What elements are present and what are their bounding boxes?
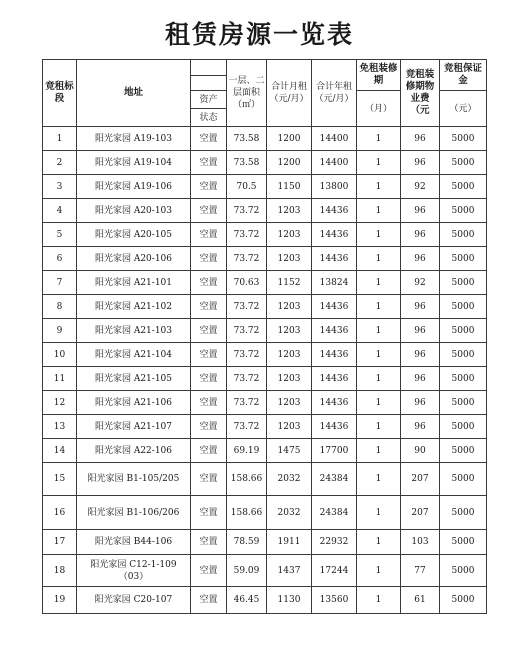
address-cell: 阳光家园 A21-106: [77, 391, 191, 415]
monthly-rent-cell: 2032: [267, 463, 312, 496]
status-cell: 空置: [191, 271, 227, 295]
property-fee-cell: 207: [401, 463, 440, 496]
property-fee-cell: 90: [401, 439, 440, 463]
address-cell: 阳光家园 A21-104: [77, 343, 191, 367]
free-renovation-cell: 1: [357, 199, 401, 223]
header-blank-2: [191, 76, 227, 91]
monthly-rent-cell: 1150: [267, 175, 312, 199]
annual-rent-cell: 14436: [312, 319, 357, 343]
area-cell: 73.72: [227, 415, 267, 439]
table-row: [43, 496, 487, 530]
header-annual-rent: 合计年租（元/月）: [312, 60, 357, 127]
bid-no-cell: 2: [43, 151, 77, 175]
area-cell: 73.72: [227, 199, 267, 223]
deposit-cell: 5000: [440, 439, 487, 463]
address-cell: 阳光家园 A22-106: [77, 439, 191, 463]
table-row: [43, 199, 487, 223]
deposit-cell: 5000: [440, 295, 487, 319]
table-row: [43, 295, 487, 319]
property-fee-cell: 96: [401, 127, 440, 151]
deposit-cell: 5000: [440, 555, 487, 587]
property-fee-cell: 61: [401, 587, 440, 614]
annual-rent-cell: 14436: [312, 295, 357, 319]
property-fee-cell: 96: [401, 295, 440, 319]
bid-no-cell: 5: [43, 223, 77, 247]
status-cell: 空置: [191, 439, 227, 463]
header-bid-no: 竞租标段: [43, 60, 77, 127]
area-cell: 73.72: [227, 247, 267, 271]
status-cell: 空置: [191, 367, 227, 391]
deposit-cell: 5000: [440, 463, 487, 496]
status-cell: 空置: [191, 199, 227, 223]
header-free-renovation-unit: （月）: [357, 91, 401, 127]
deposit-cell: 5000: [440, 391, 487, 415]
free-renovation-cell: 1: [357, 555, 401, 587]
property-fee-cell: 207: [401, 496, 440, 530]
property-fee-cell: 96: [401, 223, 440, 247]
header-row-1: [43, 60, 487, 76]
property-fee-cell: 77: [401, 555, 440, 587]
address-cell: 阳光家园 B44-106: [77, 530, 191, 555]
listing-table: [42, 59, 487, 614]
bid-no-cell: 4: [43, 199, 77, 223]
area-cell: 78.59: [227, 530, 267, 555]
area-cell: 73.72: [227, 343, 267, 367]
status-cell: 空置: [191, 247, 227, 271]
deposit-cell: 5000: [440, 247, 487, 271]
status-cell: 空置: [191, 587, 227, 614]
area-cell: 70.63: [227, 271, 267, 295]
deposit-cell: 5000: [440, 530, 487, 555]
deposit-cell: 5000: [440, 199, 487, 223]
annual-rent-cell: 24384: [312, 496, 357, 530]
table-row: [43, 127, 487, 151]
bid-no-cell: 14: [43, 439, 77, 463]
table-row: [43, 530, 487, 555]
deposit-cell: 5000: [440, 151, 487, 175]
header-free-renovation: 免租装修期: [357, 60, 401, 91]
property-fee-cell: 96: [401, 343, 440, 367]
monthly-rent-cell: 1203: [267, 319, 312, 343]
bid-no-cell: 17: [43, 530, 77, 555]
address-cell: 阳光家园 A20-106: [77, 247, 191, 271]
address-cell: 阳光家园 A19-103: [77, 127, 191, 151]
status-cell: 空置: [191, 555, 227, 587]
address-cell: 阳光家园 A19-106: [77, 175, 191, 199]
table-row: [43, 151, 487, 175]
deposit-cell: 5000: [440, 587, 487, 614]
property-fee-cell: 96: [401, 319, 440, 343]
property-fee-cell: 96: [401, 391, 440, 415]
annual-rent-cell: 14436: [312, 343, 357, 367]
address-cell: 阳光家园 A20-105: [77, 223, 191, 247]
monthly-rent-cell: 2032: [267, 496, 312, 530]
annual-rent-cell: 13560: [312, 587, 357, 614]
header-deposit-unit: （元）: [440, 91, 487, 127]
bid-no-cell: 9: [43, 319, 77, 343]
free-renovation-cell: 1: [357, 587, 401, 614]
bid-no-cell: 19: [43, 587, 77, 614]
header-monthly-rent: 合计月租（元/月）: [267, 60, 312, 127]
free-renovation-cell: 1: [357, 151, 401, 175]
annual-rent-cell: 22932: [312, 530, 357, 555]
status-cell: 空置: [191, 175, 227, 199]
table-row: [43, 319, 487, 343]
deposit-cell: 5000: [440, 367, 487, 391]
property-fee-cell: 92: [401, 271, 440, 295]
area-cell: 70.5: [227, 175, 267, 199]
annual-rent-cell: 14436: [312, 415, 357, 439]
bid-no-cell: 12: [43, 391, 77, 415]
status-cell: 空置: [191, 295, 227, 319]
address-cell: 阳光家园 A20-103: [77, 199, 191, 223]
deposit-cell: 5000: [440, 496, 487, 530]
area-cell: 158.66: [227, 463, 267, 496]
table-row: [43, 587, 487, 614]
header-asset-status-top: 资产: [191, 91, 227, 109]
area-cell: 73.72: [227, 367, 267, 391]
monthly-rent-cell: 1203: [267, 223, 312, 247]
free-renovation-cell: 1: [357, 343, 401, 367]
deposit-cell: 5000: [440, 223, 487, 247]
property-fee-cell: 92: [401, 175, 440, 199]
free-renovation-cell: 1: [357, 319, 401, 343]
bid-no-cell: 15: [43, 463, 77, 496]
table-row: [43, 247, 487, 271]
table-row: [43, 555, 487, 587]
status-cell: 空置: [191, 127, 227, 151]
free-renovation-cell: 1: [357, 463, 401, 496]
monthly-rent-cell: 1203: [267, 367, 312, 391]
bid-no-cell: 13: [43, 415, 77, 439]
annual-rent-cell: 17700: [312, 439, 357, 463]
status-cell: 空置: [191, 343, 227, 367]
monthly-rent-cell: 1203: [267, 295, 312, 319]
annual-rent-cell: 24384: [312, 463, 357, 496]
property-fee-cell: 96: [401, 151, 440, 175]
property-fee-cell: 103: [401, 530, 440, 555]
address-cell: 阳光家园 C12-1-109（03）: [77, 555, 191, 587]
area-cell: 73.72: [227, 223, 267, 247]
deposit-cell: 5000: [440, 343, 487, 367]
annual-rent-cell: 13800: [312, 175, 357, 199]
area-cell: 73.72: [227, 319, 267, 343]
deposit-cell: 5000: [440, 271, 487, 295]
table-row: [43, 175, 487, 199]
table-row: [43, 367, 487, 391]
address-cell: 阳光家园 B1-106/206: [77, 496, 191, 530]
annual-rent-cell: 14400: [312, 127, 357, 151]
bid-no-cell: 3: [43, 175, 77, 199]
bid-no-cell: 16: [43, 496, 77, 530]
annual-rent-cell: 17244: [312, 555, 357, 587]
annual-rent-cell: 14436: [312, 391, 357, 415]
header-asset-status-bottom: 状态: [191, 109, 227, 127]
monthly-rent-cell: 1475: [267, 439, 312, 463]
bid-no-cell: 11: [43, 367, 77, 391]
table-row: [43, 391, 487, 415]
bid-no-cell: 10: [43, 343, 77, 367]
address-cell: 阳光家园 C20-107: [77, 587, 191, 614]
status-cell: 空置: [191, 151, 227, 175]
annual-rent-cell: 14436: [312, 199, 357, 223]
header-property-fee: 竞租装修期物业费（元: [401, 60, 440, 127]
table-row: [43, 271, 487, 295]
area-cell: 69.19: [227, 439, 267, 463]
table-row: [43, 415, 487, 439]
annual-rent-cell: 14436: [312, 367, 357, 391]
bid-no-cell: 6: [43, 247, 77, 271]
area-cell: 73.58: [227, 151, 267, 175]
address-cell: 阳光家园 A19-104: [77, 151, 191, 175]
address-cell: 阳光家园 A21-107: [77, 415, 191, 439]
monthly-rent-cell: 1200: [267, 127, 312, 151]
header-area: 一层、二层面积（㎡）: [227, 60, 267, 127]
annual-rent-cell: 14400: [312, 151, 357, 175]
free-renovation-cell: 1: [357, 415, 401, 439]
deposit-cell: 5000: [440, 319, 487, 343]
area-cell: 73.72: [227, 295, 267, 319]
status-cell: 空置: [191, 463, 227, 496]
table-row: [43, 343, 487, 367]
monthly-rent-cell: 1203: [267, 343, 312, 367]
free-renovation-cell: 1: [357, 127, 401, 151]
property-fee-cell: 96: [401, 199, 440, 223]
free-renovation-cell: 1: [357, 175, 401, 199]
free-renovation-cell: 1: [357, 496, 401, 530]
header-blank: [191, 60, 227, 76]
free-renovation-cell: 1: [357, 223, 401, 247]
area-cell: 46.45: [227, 587, 267, 614]
property-fee-cell: 96: [401, 247, 440, 271]
monthly-rent-cell: 1203: [267, 415, 312, 439]
header-deposit: 竞租保证金: [440, 60, 487, 91]
status-cell: 空置: [191, 415, 227, 439]
table-row: [43, 463, 487, 496]
monthly-rent-cell: 1437: [267, 555, 312, 587]
page-title: 租赁房源一览表: [164, 20, 354, 49]
status-cell: 空置: [191, 530, 227, 555]
annual-rent-cell: 13824: [312, 271, 357, 295]
status-cell: 空置: [191, 223, 227, 247]
monthly-rent-cell: 1911: [267, 530, 312, 555]
area-cell: 59.09: [227, 555, 267, 587]
free-renovation-cell: 1: [357, 247, 401, 271]
monthly-rent-cell: 1203: [267, 391, 312, 415]
table-body: [43, 60, 487, 614]
free-renovation-cell: 1: [357, 295, 401, 319]
monthly-rent-cell: 1200: [267, 151, 312, 175]
free-renovation-cell: 1: [357, 439, 401, 463]
annual-rent-cell: 14436: [312, 223, 357, 247]
address-cell: 阳光家园 A21-102: [77, 295, 191, 319]
header-address: 地址: [77, 60, 191, 127]
bid-no-cell: 1: [43, 127, 77, 151]
monthly-rent-cell: 1130: [267, 587, 312, 614]
table-row: [43, 439, 487, 463]
free-renovation-cell: 1: [357, 367, 401, 391]
address-cell: 阳光家园 B1-105/205: [77, 463, 191, 496]
property-fee-cell: 96: [401, 415, 440, 439]
free-renovation-cell: 1: [357, 391, 401, 415]
property-fee-cell: 96: [401, 367, 440, 391]
address-cell: 阳光家园 A21-103: [77, 319, 191, 343]
area-cell: 73.72: [227, 391, 267, 415]
free-renovation-cell: 1: [357, 271, 401, 295]
monthly-rent-cell: 1203: [267, 199, 312, 223]
bid-no-cell: 7: [43, 271, 77, 295]
deposit-cell: 5000: [440, 415, 487, 439]
status-cell: 空置: [191, 391, 227, 415]
status-cell: 空置: [191, 319, 227, 343]
monthly-rent-cell: 1203: [267, 247, 312, 271]
bid-no-cell: 18: [43, 555, 77, 587]
monthly-rent-cell: 1152: [267, 271, 312, 295]
area-cell: 158.66: [227, 496, 267, 530]
area-cell: 73.58: [227, 127, 267, 151]
bid-no-cell: 8: [43, 295, 77, 319]
address-cell: 阳光家园 A21-105: [77, 367, 191, 391]
free-renovation-cell: 1: [357, 530, 401, 555]
address-cell: 阳光家园 A21-101: [77, 271, 191, 295]
status-cell: 空置: [191, 496, 227, 530]
deposit-cell: 5000: [440, 175, 487, 199]
annual-rent-cell: 14436: [312, 247, 357, 271]
deposit-cell: 5000: [440, 127, 487, 151]
table-row: [43, 223, 487, 247]
